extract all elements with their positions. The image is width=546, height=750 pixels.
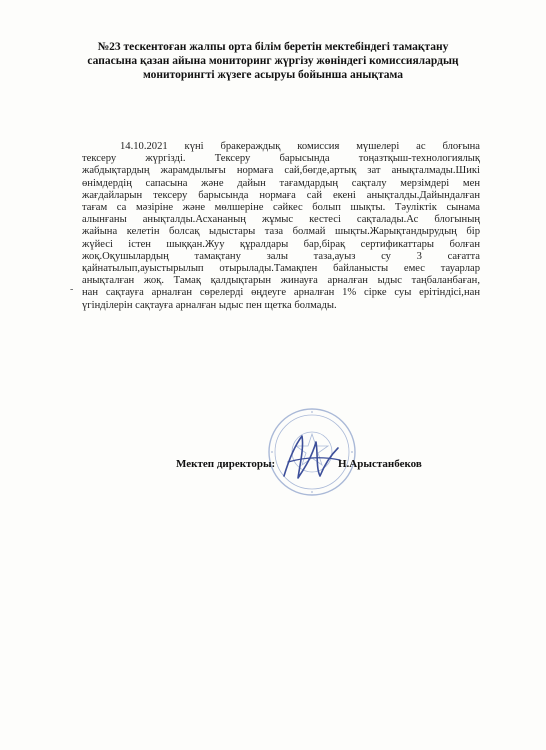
body-line: нан сақтауға арналған сөрелерді өңдеуге арналған 1% сірке суы ерітіндісі,нан (82, 287, 480, 299)
handwritten-signature (276, 426, 346, 486)
document-title (80, 40, 466, 82)
body-line: үгінділерін сақтауға арналған ыдыс пен щетка болмады. (82, 299, 337, 311)
director-label: Мектеп директоры: (176, 458, 276, 470)
body-line: жағдайларын тексеру барысында нормаға сай екені анықталды.Дайындалған (82, 189, 480, 201)
margin-mark: - (70, 284, 74, 295)
title-line: сапасына қазан айына мониторинг жүргізу жөніндегі комиссиялардың (87, 55, 459, 67)
document-body (82, 141, 480, 312)
title-line: мониторингті жүзеге асыруы бойынша анықтама (142, 69, 403, 81)
body-line: алынғаны анықталды.Асхананың жұмыс кестесі сақталады.Ас блогының (82, 214, 480, 226)
body-line: тағам са мәзіріне және мөлшеріне сәйкес болып шықты. Тәуліктік сынама (82, 202, 480, 214)
body-line: жайына келетін болсақ ыдыстары таза болмай шықты.Жарықтандырудың бір (82, 226, 480, 238)
signature-row (176, 458, 422, 470)
body-line: жоқ.Оқушылардың тамақтану залы таза,ауыз су 3 сағатта (82, 250, 480, 262)
body-line: қайнатылып,ауыстырылып отырылады.Тамақпен байланысты емес тауарлар (82, 263, 480, 275)
body-line: 14.10.2021 күні бракераждық комиссия мүшелері ас блоғына (120, 141, 480, 152)
director-name: Н.Арыстанбеков (338, 458, 422, 470)
body-line: тексеру жүргізді. Тексеру барысында тоңазтқыш-технологиялық (82, 153, 480, 165)
body-line: жабдықтардың жарамдылығы нормаға сай,бөгде,артық зат анықталмады.Шикі (82, 165, 480, 177)
body-line: жүйесі істен шыққан.Жуу құралдары бар,бірақ сертификаттары болған (82, 238, 480, 250)
body-line: өнімдердің сапасына және дайын тағамдардың сақталу мерзімдері мен (82, 177, 480, 189)
title-line: №23 тескентоған жалпы орта білім беретін мектебіндегі тамақтану (97, 41, 449, 53)
body-line: анықталған жоқ. Тамақ қалдықтарын жинауға арналған ыдыс таңбаланбаған, (82, 275, 480, 287)
